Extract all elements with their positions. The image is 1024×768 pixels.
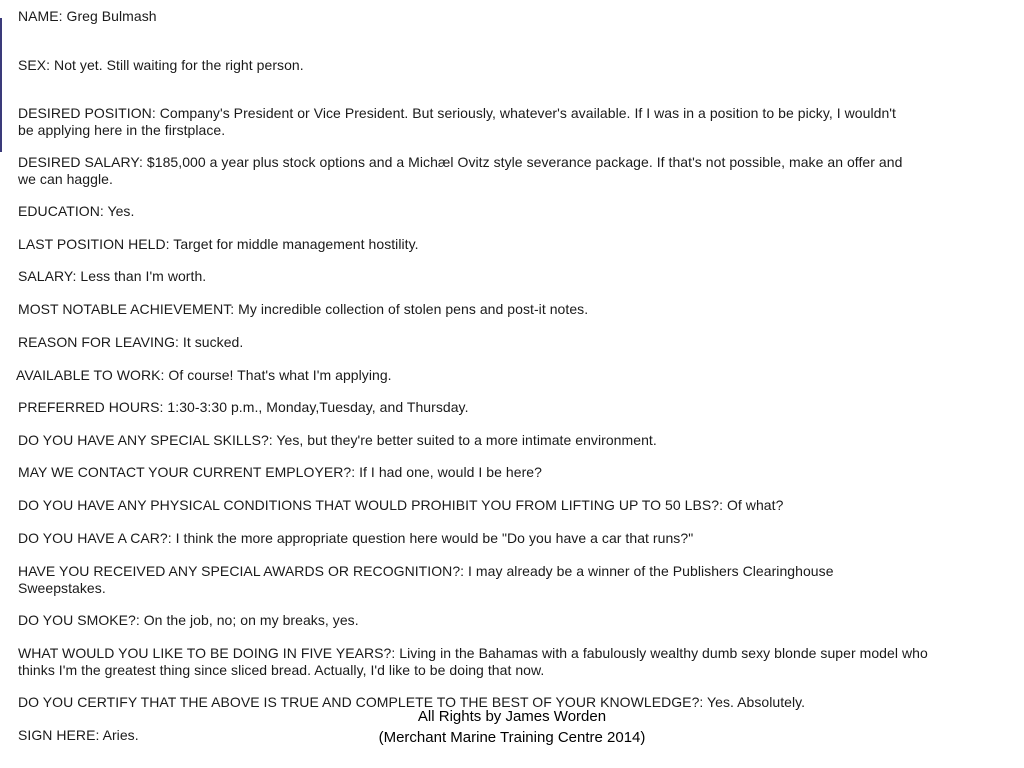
field-desired-position: DESIRED POSITION: Company's President or Vice President. But seriously, whatever's available. If I was in a position to be picky, I wouldn't be applying here in the firstplace.	[18, 105, 896, 138]
field-special-skills: DO YOU HAVE ANY SPECIAL SKILLS?: Yes, but they're better suited to a more intimate environment.	[18, 432, 657, 448]
left-edge-bar	[0, 18, 2, 152]
field-last-position: LAST POSITION HELD: Target for middle management hostility.	[18, 236, 419, 252]
field-physical-conditions: DO YOU HAVE ANY PHYSICAL CONDITIONS THAT WOULD PROHIBIT YOU FROM LIFTING UP TO 50 LBS?: Of what?	[18, 497, 784, 513]
field-notable-achievement: MOST NOTABLE ACHIEVEMENT: My incredible collection of stolen pens and post-it notes.	[18, 301, 589, 317]
field-car: DO YOU HAVE A CAR?: I think the more appropriate question here would be "Do you have a car that runs?"	[18, 530, 694, 546]
field-education: EDUCATION: Yes.	[18, 203, 135, 219]
field-certify: DO YOU CERTIFY THAT THE ABOVE IS TRUE AND COMPLETE TO THE BEST OF YOUR KNOWLEDGE?: Yes. Absolutely.	[18, 694, 806, 710]
field-awards: HAVE YOU RECEIVED ANY SPECIAL AWARDS OR RECOGNITION?: I may already be a winner of the Publishers Clearinghouse Sweepstakes.	[18, 563, 834, 596]
field-contact-employer: MAY WE CONTACT YOUR CURRENT EMPLOYER?: If I had one, would I be here?	[18, 464, 542, 480]
field-salary: SALARY: Less than I'm worth.	[18, 268, 207, 284]
field-reason-leaving: REASON FOR LEAVING: It sucked.	[18, 334, 244, 350]
field-available: AVAILABLE TO WORK: Of course! That's what I'm applying.	[16, 367, 392, 383]
field-sign: SIGN HERE: Aries.	[18, 727, 139, 743]
field-name: NAME: Greg Bulmash	[18, 8, 157, 24]
field-desired-salary: DESIRED SALARY: $185,000 a year plus stock options and a Michæl Ovitz style severance package. If that's not possible, make an offer and we can haggle.	[18, 154, 903, 187]
field-five-years: WHAT WOULD YOU LIKE TO BE DOING IN FIVE YEARS?: Living in the Bahamas with a fabulously wealthy dumb sexy blonde super model who thinks I'm the greatest thing since sliced bread. Actually, I'd like to be doing that now.	[18, 645, 928, 678]
footer-organization: (Merchant Marine Training Centre 2014)	[378, 729, 646, 746]
field-sex: SEX: Not yet. Still waiting for the right person.	[18, 57, 304, 73]
field-smoke: DO YOU SMOKE?: On the job, no; on my breaks, yes.	[18, 612, 359, 628]
field-preferred-hours: PREFERRED HOURS: 1:30-3:30 p.m., Monday,Tuesday, and Thursday.	[18, 399, 469, 415]
footer-rights: All Rights by James Worden	[417, 708, 607, 725]
